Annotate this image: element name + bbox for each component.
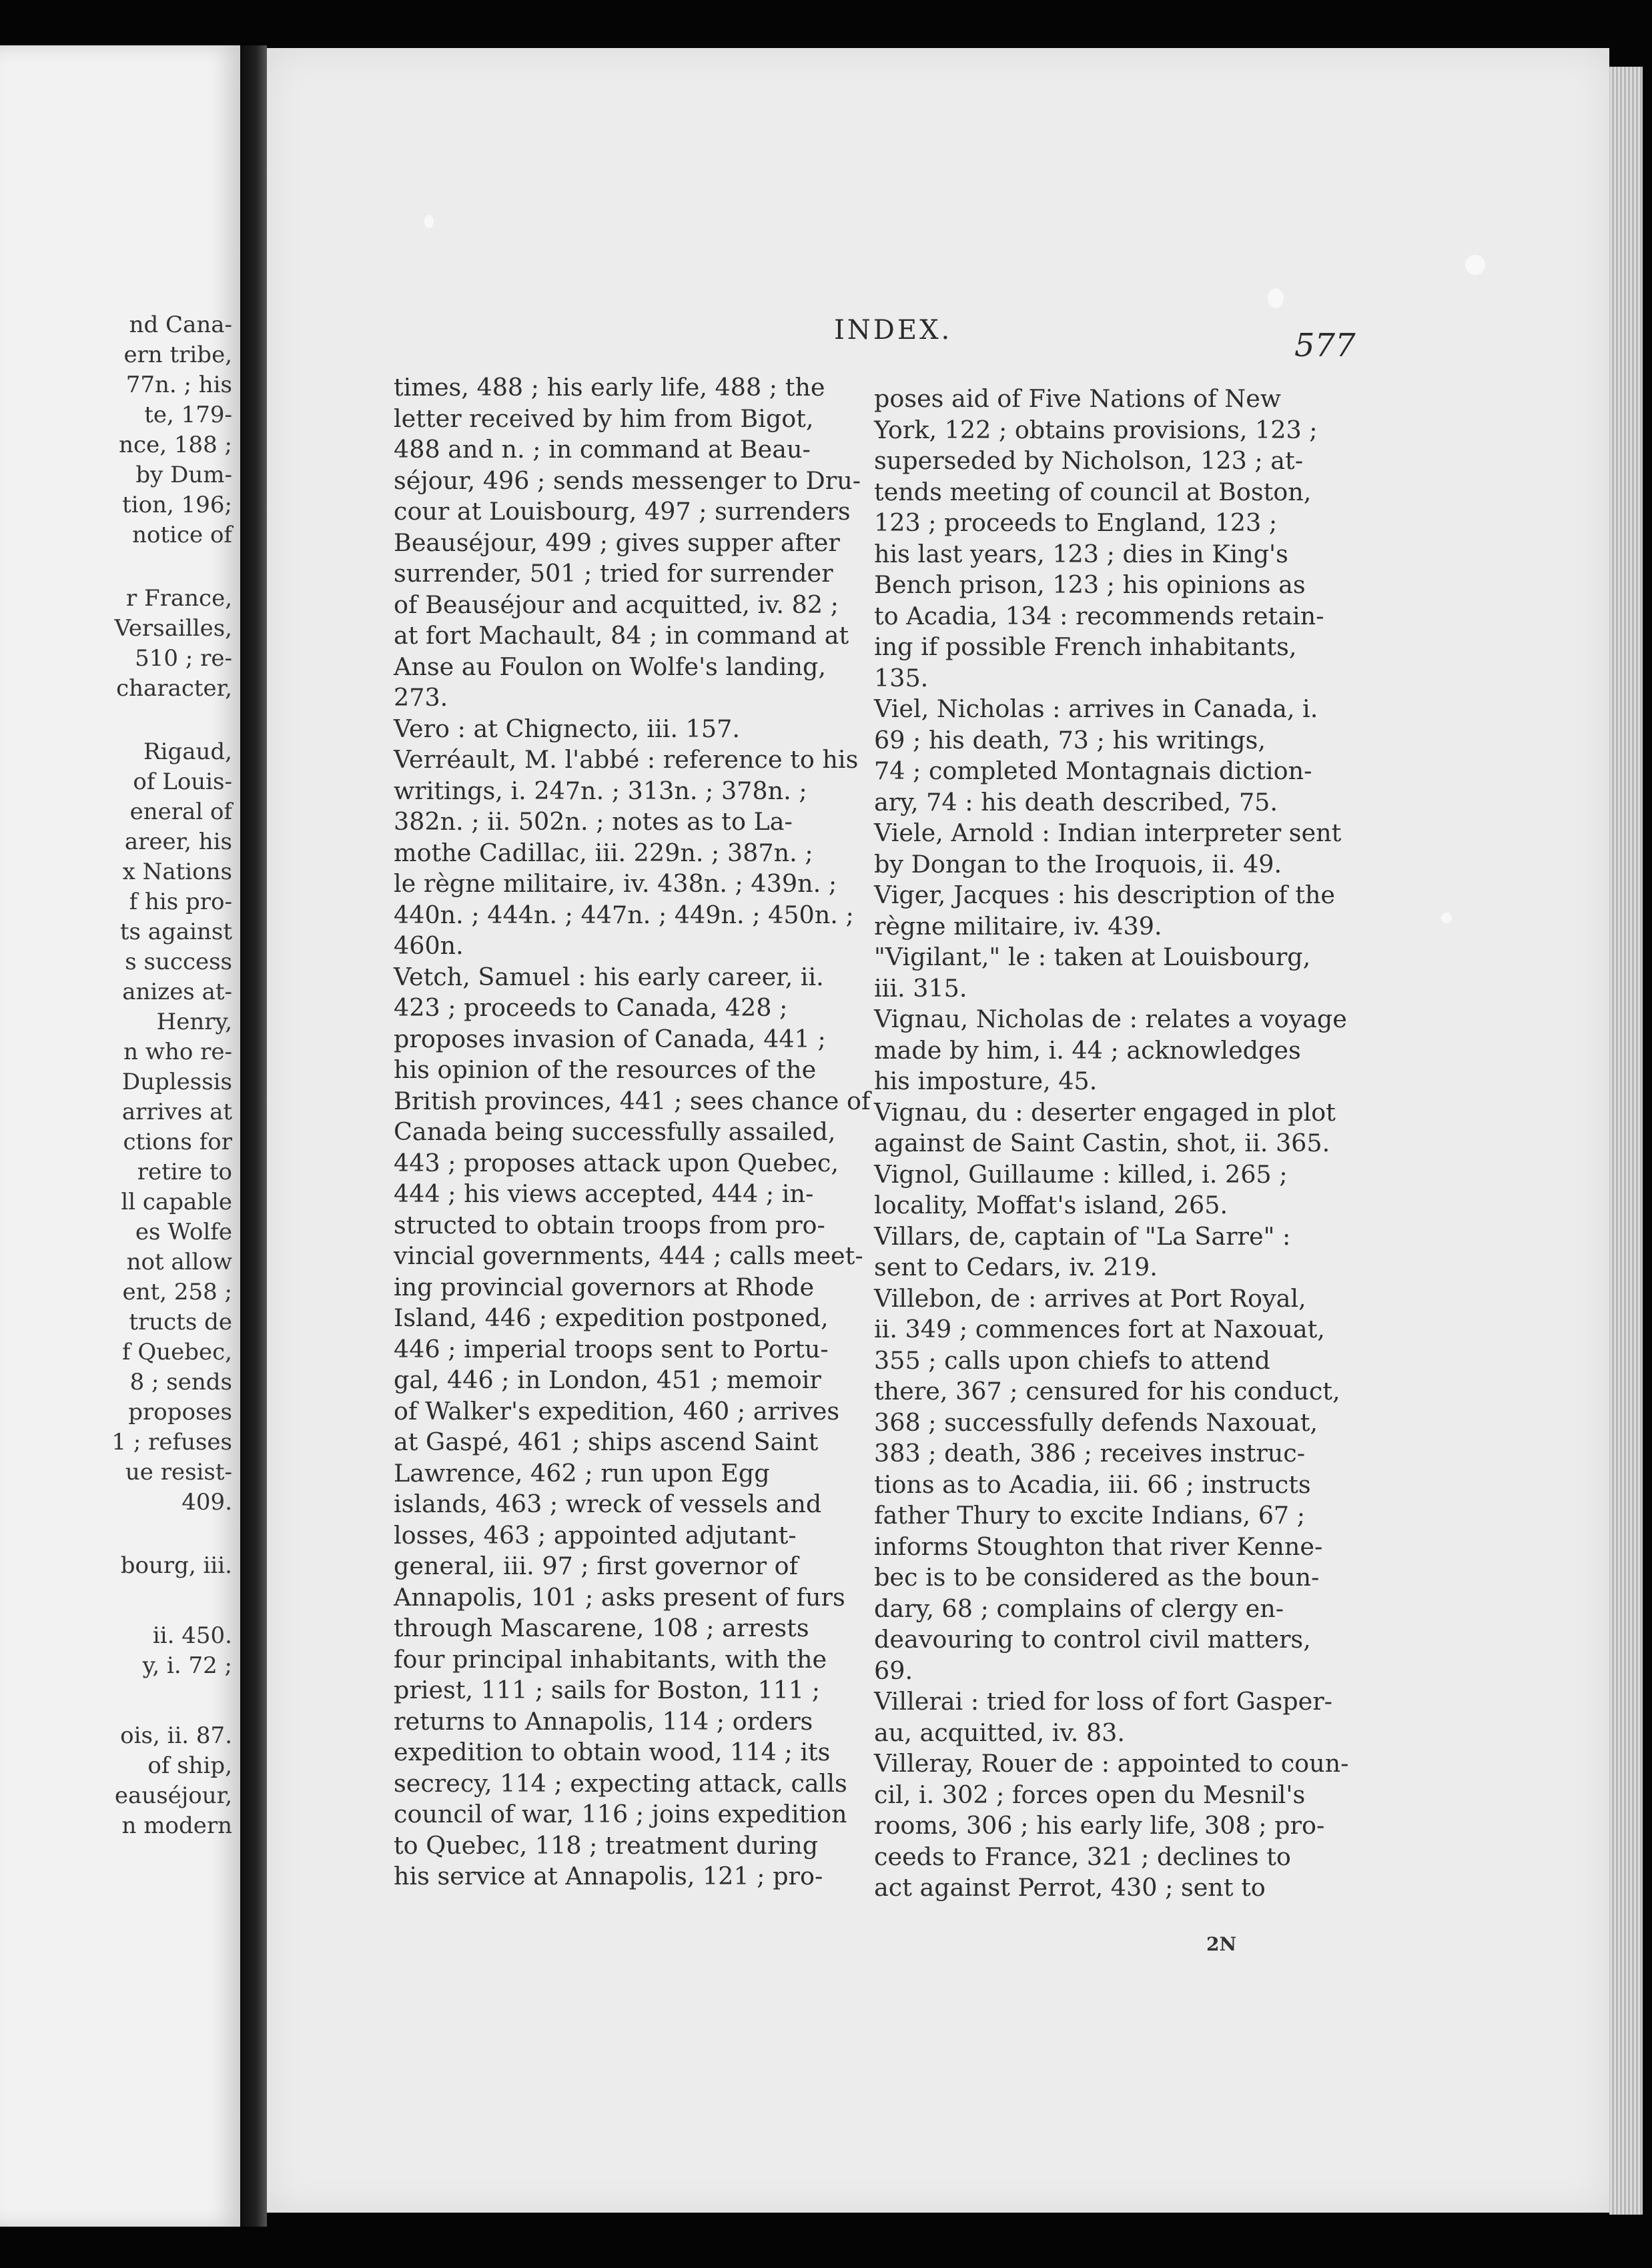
left-column-line: letter received by him from Bigot, [394,404,814,433]
right-column-line: father Thury to excite Indians, 67 ; [874,1501,1306,1530]
facing-page-fragment: y, i. 72 ; [142,1652,232,1679]
left-column-line: of Beauséjour and acquitted, iv. 82 ; [394,590,839,619]
left-column-line: general, iii. 97 ; first governor of [394,1552,799,1580]
right-column-line: 383 ; death, 386 ; receives instruc- [874,1439,1306,1468]
left-column-line: 440n. ; 444n. ; 447n. ; 449n. ; 450n. ; [394,900,854,929]
page-edges [1609,67,1643,2215]
facing-page-fragment: ue resist- [125,1459,232,1486]
facing-page-fragment: proposes [128,1399,232,1426]
facing-page-fragment: nd Cana- [129,312,232,338]
right-column-line: sent to Cedars, iv. 219. [874,1253,1158,1281]
facing-page-fragment: 77n. ; his [125,372,232,398]
left-column-line: gal, 446 ; in London, 451 ; memoir [394,1365,821,1394]
right-column-line: "Vigilant," le : taken at Louisbourg, [874,943,1311,971]
facing-page-fragment: ts against [119,919,232,945]
signature-mark: 2N [1206,1933,1237,1955]
facing-page-fragment: not allow [126,1249,232,1275]
facing-page-fragment: of Louis- [133,768,232,795]
running-head: INDEX. [834,315,953,346]
index-column-left [394,372,871,1892]
left-column-line: Island, 446 ; expedition postponed, [394,1303,829,1332]
right-column-line: Villeray, Rouer de : appointed to coun- [874,1749,1349,1778]
facing-page-fragment: anizes at- [122,979,232,1005]
facing-page-fragment: ii. 450. [152,1622,232,1649]
right-column-line: Viger, Jacques : his description of the [874,881,1335,909]
facing-page-fragment: tructs de [129,1309,232,1335]
left-column-line: Lawrence, 462 ; run upon Egg [394,1458,770,1488]
right-column-line: ceeds to France, 321 ; declines to [874,1842,1291,1871]
left-column-line: expedition to obtain wood, 114 ; its [394,1738,831,1766]
facing-page [0,45,240,2227]
facing-page-fragment: ent, 258 ; [122,1279,232,1305]
left-column-line: le règne militaire, iv. 438n. ; 439n. ; [394,869,837,898]
right-column-line: 69. [874,1656,913,1685]
left-column-line: ing provincial governors at Rhode [394,1272,815,1301]
facing-page-fragment: Versailles, [114,615,232,642]
facing-page-fragment: r France, [125,585,232,612]
right-column-line: rooms, 306 ; his early life, 308 ; pro- [874,1811,1325,1840]
left-column-line: mothe Cadillac, iii. 229n. ; 387n. ; [394,838,813,867]
right-column-line: York, 122 ; obtains provisions, 123 ; [874,415,1318,444]
right-column-line: poses aid of Five Nations of New [874,384,1282,413]
facing-page-fragment: ll capable [121,1189,232,1215]
left-column-line: Vero : at Chignecto, iii. 157. [394,714,740,743]
right-column-line: Villerai : tried for loss of fort Gasper- [874,1687,1333,1716]
right-column-line: by Dongan to the Iroquois, ii. 49. [874,849,1282,879]
facing-page-fragment: n modern [121,1812,232,1839]
right-column-line: to Acadia, 134 : recommends retain- [874,601,1324,630]
left-column-line: writings, i. 247n. ; 313n. ; 378n. ; [394,776,807,805]
right-column-line: iii. 315. [874,973,967,1003]
facing-page-fragment: 409. [181,1489,232,1516]
right-column-line: against de Saint Castin, shot, ii. 365. [874,1129,1330,1157]
right-column-line: deavouring to control civil matters, [874,1625,1311,1654]
right-column-line: informs Stoughton that river Kenne- [874,1532,1323,1561]
facing-page-fragment: Rigaud, [143,738,232,765]
facing-page-fragment: nce, 188 ; [119,432,232,458]
film-smudge [1465,255,1485,275]
facing-page-fragment: ern tribe, [123,342,232,368]
right-column-line: made by him, i. 44 ; acknowledges [874,1035,1301,1065]
left-column-line: 423 ; proceeds to Canada, 428 ; [394,993,788,1022]
binding-gutter [240,45,267,2227]
left-column-line: 488 and n. ; in command at Beau- [394,435,811,464]
facing-page-fragment: by Dum- [135,462,232,488]
right-column-line: tions as to Acadia, iii. 66 ; instructs [874,1470,1311,1499]
right-column-line: 69 ; his death, 73 ; his writings, [874,725,1266,754]
left-column-line: his service at Annapolis, 121 ; pro- [394,1862,823,1890]
right-column-line: 135. [874,663,929,692]
facing-page-fragment: Duplessis [121,1069,232,1095]
left-column-line: 382n. ; ii. 502n. ; notes as to La- [394,807,793,836]
facing-page-fragment: 510 ; re- [135,645,232,672]
right-column-line: tends meeting of council at Boston, [874,477,1312,506]
left-column-line: surrender, 501 ; tried for surrender [394,559,833,588]
left-column-line: Canada being successfully assailed, [394,1117,836,1146]
facing-page-fragment: s success [125,949,232,975]
facing-page-fragment: areer, his [124,828,232,855]
left-column-line: Beauséjour, 499 ; gives supper after [394,528,840,557]
left-column-line: losses, 463 ; appointed adjutant- [394,1520,797,1550]
right-column-line: Bench prison, 123 ; his opinions as [874,570,1306,599]
left-column-line: vincial governments, 444 ; calls meet- [394,1241,863,1270]
right-column-line: ing if possible French inhabitants, [874,632,1297,661]
facing-page-fragment: x Nations [122,859,232,885]
left-column-line: at fort Machault, 84 ; in command at [394,621,849,650]
right-column-line: superseded by Nicholson, 123 ; at- [874,446,1304,475]
left-column-line: council of war, 116 ; joins expedition [394,1800,847,1828]
right-column-line: locality, Moffat's island, 265. [874,1191,1228,1219]
facing-page-fragment: eneral of [129,798,232,825]
right-column-line: his last years, 123 ; dies in King's [874,539,1288,568]
left-column-line: 446 ; imperial troops sent to Portu- [394,1334,829,1363]
left-column-line: four principal inhabitants, with the [394,1644,827,1674]
facing-page-fragment: of ship, [147,1752,232,1779]
left-column-line: Verréault, M. l'abbé : reference to his [394,745,859,774]
right-column-line: his imposture, 45. [874,1067,1098,1095]
right-column-line: cil, i. 302 ; forces open du Mesnil's [874,1780,1306,1809]
left-column-line: returns to Annapolis, 114 ; orders [394,1706,813,1736]
right-column-line: Villebon, de : arrives at Port Royal, [874,1283,1306,1313]
facing-page-fragment: n who re- [123,1039,232,1065]
facing-page-fragment: eauséjour, [114,1782,232,1809]
facing-page-fragment: 8 ; sends [129,1369,232,1395]
facing-page-fragment: character, [116,675,232,702]
left-column-line: séjour, 496 ; sends messenger to Dru- [394,466,861,495]
left-column-line: Anse au Foulon on Wolfe's landing, [394,652,826,681]
facing-page-fragment: te, 179- [144,402,232,428]
right-column-line: au, acquitted, iv. 83. [874,1718,1125,1747]
left-column-line: through Mascarene, 108 ; arrests [394,1614,809,1642]
film-smudge [424,215,434,228]
right-column-line: 368 ; successfully defends Naxouat, [874,1407,1318,1437]
left-column-line: 460n. [394,931,464,960]
left-column-line: at Gaspé, 461 ; ships ascend Saint [394,1428,819,1456]
facing-page-fragment: 1 ; refuses [111,1429,232,1456]
left-column-line: priest, 111 ; sails for Boston, 111 ; [394,1676,821,1704]
right-column-line: Vignol, Guillaume : killed, i. 265 ; [874,1159,1288,1189]
right-column-line: bec is to be considered as the boun- [874,1563,1320,1592]
left-column-line: islands, 463 ; wreck of vessels and [394,1490,822,1518]
left-column-line: British provinces, 441 ; sees chance of [394,1086,871,1115]
right-column-line: règne militaire, iv. 439. [874,911,1162,941]
right-column-line: act against Perrot, 430 ; sent to [874,1873,1266,1902]
facing-page-fragment: notice of [132,522,232,548]
right-column-line: dary, 68 ; complains of clergy en- [874,1594,1284,1623]
index-column-right [874,384,1349,1904]
facing-page-fragment: tion, 196; [122,492,232,518]
facing-page-fragment: ois, ii. 87. [120,1722,232,1749]
facing-page-fragment: retire to [137,1159,232,1185]
left-column-line: 273. [394,683,448,712]
left-column-line: 444 ; his views accepted, 444 ; in- [394,1179,814,1208]
left-column-line: proposes invasion of Canada, 441 ; [394,1024,826,1053]
left-column-line: cour at Louisbourg, 497 ; surrenders [394,497,851,526]
film-smudge [1268,288,1284,308]
right-column-line: ii. 349 ; commences fort at Naxouat, [874,1315,1325,1343]
facing-page-fragment: es Wolfe [135,1219,232,1245]
left-column-line: structed to obtain troops from pro- [394,1210,825,1239]
left-column-line: his opinion of the resources of the [394,1055,817,1084]
facing-page-fragment: f Quebec, [121,1339,232,1365]
facing-page-fragment: Henry, [156,1009,232,1035]
right-column-line: Vignau, Nicholas de : relates a voyage [874,1005,1347,1033]
facing-page-fragment: bourg, iii. [120,1552,232,1579]
right-column-line: Viele, Arnold : Indian interpreter sent [874,818,1342,847]
right-column-line: 355 ; calls upon chiefs to attend [874,1345,1270,1375]
right-column-line: Viel, Nicholas : arrives in Canada, i. [874,694,1318,723]
right-column-line: ary, 74 : his death described, 75. [874,787,1278,816]
facing-page-fragment: f his pro- [129,889,232,915]
page-number: 577 [1294,327,1356,364]
left-column-line: secrecy, 114 ; expecting attack, calls [394,1768,847,1798]
right-column-line: 74 ; completed Montagnais diction- [874,756,1312,785]
left-column-line: to Quebec, 118 ; treatment during [394,1830,819,1860]
left-column-line: of Walker's expedition, 460 ; arrives [394,1396,840,1426]
right-column-line: Vignau, du : deserter engaged in plot [874,1097,1336,1127]
left-column-line: times, 488 ; his early life, 488 ; the [394,373,825,402]
left-column-line: 443 ; proposes attack upon Quebec, [394,1148,839,1177]
right-column-line: there, 367 ; censured for his conduct, [874,1377,1340,1405]
left-column-line: Annapolis, 101 ; asks present of furs [394,1582,845,1612]
facing-page-fragment: ctions for [123,1129,232,1155]
left-column-line: Vetch, Samuel : his early career, ii. [394,962,824,991]
facing-page-fragment: arrives at [121,1099,232,1125]
right-column-line: 123 ; proceeds to England, 123 ; [874,508,1278,537]
film-smudge [1441,913,1452,923]
right-column-line: Villars, de, captain of "La Sarre" : [874,1221,1291,1251]
